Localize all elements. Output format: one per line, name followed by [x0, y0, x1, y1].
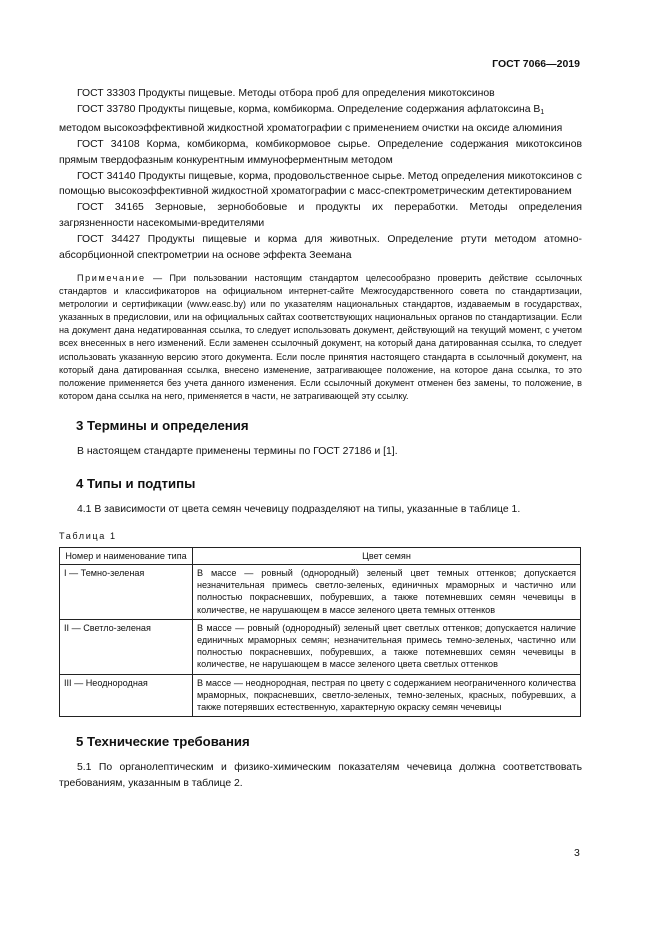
- note-label: Примечание: [77, 272, 146, 283]
- cell-type: II — Светло-зеленая: [60, 619, 193, 674]
- note-paragraph: [59, 272, 582, 403]
- section-5-text: 5.1 По органолептическим и физико-химическим показателям чечевица должна соответствовать требованиям, указанным в таблице 2.: [59, 762, 582, 790]
- header-color: Цвет семян: [193, 547, 581, 564]
- reference-item: ГОСТ 34165 Зерновые, зернобобовые и продукты их переработки. Методы определения загрязненности насекомыми-вредителями: [59, 202, 582, 230]
- cell-type: I — Темно-зеленая: [60, 564, 193, 619]
- table-1: [59, 547, 581, 717]
- normative-references-list: [59, 86, 582, 264]
- section-3-text: В настоящем стандарте применены термины по ГОСТ 27186 и [1].: [77, 445, 398, 457]
- reference-item: ГОСТ 34140 Продукты пищевые, корма, продовольственное сырье. Метод определения микотоксинов с помощью высокоэффективной жидкостной хроматографии с масс-спектрометрическим детектированием: [59, 170, 582, 198]
- reference-item: ГОСТ 33303 Продукты пищевые. Методы отбора проб для определения микотоксинов: [77, 88, 495, 99]
- reference-item: ГОСТ 34108 Корма, комбикорма, комбикормовое сырье. Определение содержания микотоксинов прямым твердофазным конкурентным иммуноферментным методом: [59, 138, 582, 166]
- header-type: Номер и наименование типа: [60, 547, 193, 564]
- page-number: 3: [574, 847, 580, 859]
- section-3-title: 3 Термины и определения: [76, 417, 249, 433]
- cell-color: В массе — ровный (однородный) зеленый цвет темных оттенков; допускается незначительная примесь светло-зеленых, единичных мраморных и частично или полностью покрасневших, побуревших, а также потемневших семян чечевицы в количестве, не нарушающем в массе зеленого цвета темных оттенков: [193, 564, 581, 619]
- section-5-title: 5 Технические требования: [76, 734, 250, 750]
- cell-type: III — Неоднородная: [60, 674, 193, 717]
- reference-item: ГОСТ 34427 Продукты пищевые и корма для животных. Определение ртути методом атомно-абсорбционной спектрометрии на основе эффекта Зеемана: [59, 234, 582, 262]
- section-4-title: 4 Типы и подтипы: [76, 475, 196, 491]
- reference-item-continuation: методом высокоэффективной жидкостной хроматографии с применением очистки на оксиде алюминия: [59, 122, 563, 134]
- document-code-header: ГОСТ 7066—2019: [492, 58, 580, 70]
- reference-item: [59, 102, 582, 121]
- section-4-text: 4.1 В зависимости от цвета семян чечевицу подразделяют на типы, указанные в таблице 1.: [77, 503, 521, 515]
- table-row: [60, 674, 581, 717]
- table-header-row: [60, 547, 581, 564]
- table-row: [60, 619, 581, 674]
- cell-color: В массе — неоднородная, пестрая по цвету с содержанием неограниченного количества мраморных, покрасневших, светло-зеленых, темно-зеленых, красных, побуревших, а также потерявших естественную, характерную окраску семян чечевицы: [193, 674, 581, 717]
- table-row: [60, 564, 581, 619]
- subscript: 1: [540, 108, 545, 116]
- cell-color: В массе — ровный (однородный) зеленый цвет светлых оттенков; допускается наличие единичных мраморных семян; незначительная примесь темно-зеленых, частично или полностью покрасневших, побуревших, а также потемневших семян чечевицы в количестве, не нарушающем в массе зеленого цвета светлых оттенков: [193, 619, 581, 674]
- reference-text: ГОСТ 33780 Продукты пищевые, корма, комбикорма. Определение содержания афлатоксина B: [77, 103, 541, 115]
- page-content: [59, 86, 582, 792]
- note-text: — При пользовании настоящим стандартом целесообразно проверить действие ссылочных стандартов и классификаторов на официальном интернет-сайте Межгосударственного совета по стандартизации, метрологии и сертификации (www.easc.by) или по указателям национальных стандартов, издаваемым в государствах, указанных в предисловии, или на официальных сайтах соответствующих национальных органов по стандартизации. Если на документ дана недатированная ссылка, то следует использовать документ, действующий на текущий момент, с учетом всех внесенных в него изменений. Если заменен ссылочный документ, на который дана датированная ссылка, то следует использовать указанную версию этого документа. Если после принятия настоящего стандарта в ссылочный документ, на который дана датированная ссылка, внесено изменение, затрагивающее положение, на которое дана ссылка, то это положение применяется без учета данного изменения. Если ссылочный документ отменен без замены, то положение, в котором дана ссылка на него, применяется в части, не затрагивающей эту ссылку.: [59, 272, 583, 401]
- table-1-caption: Таблица 1: [59, 530, 117, 541]
